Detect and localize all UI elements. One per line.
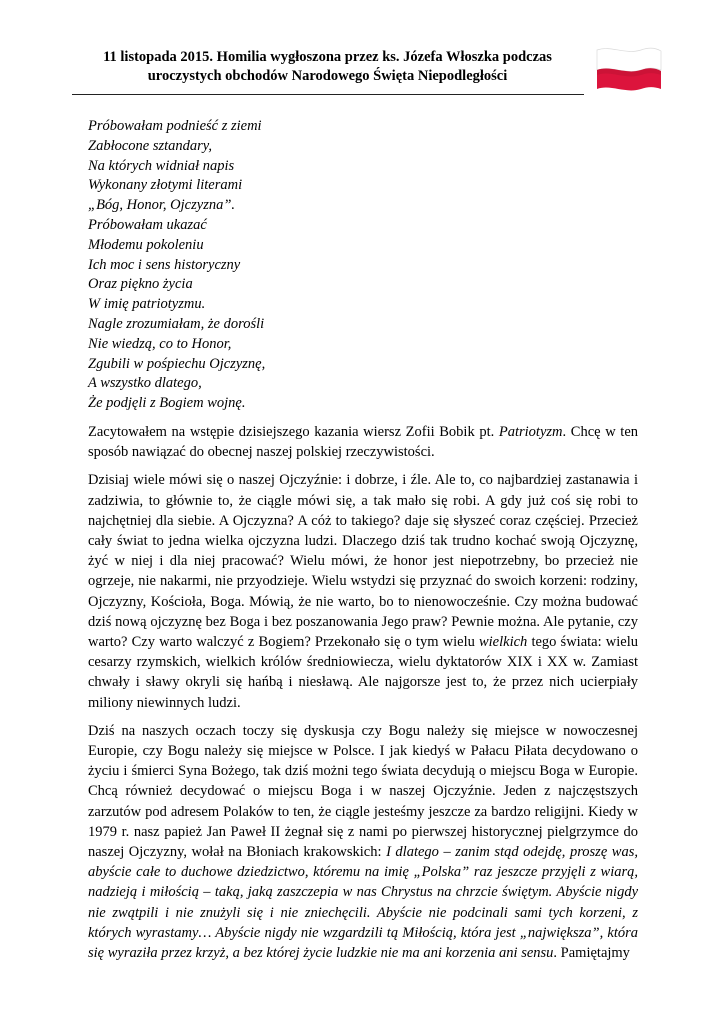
paragraph-text: tego świata: wielu cesarzy rzymskich, wielkich królów średniowiecza, wielu dyktatorów XIX i XX w. Zamiast chwały i sławy okryli się hańbą i niesławą. Ale najgorsze jest to, że przez nich ucierpiały miliony niewinnych ludzi. [88, 633, 638, 711]
header-title-line-2: uroczystych obchodów Narodowego Święta Niepodległości [147, 68, 508, 84]
poem-line: Nie wiedzą, co to Honor, [88, 335, 232, 352]
paragraph-intro [88, 422, 638, 462]
poem-line: „Bóg, Honor, Ojczyzna”. [88, 197, 236, 214]
poem-line: Zgubili w pośpiechu Ojczyznę, [88, 355, 266, 372]
header-title-line-1: 11 listopada 2015. Homilia wygłoszona przez ks. Józefa Włoszka podczas [103, 49, 552, 65]
poem-line: Próbowałam podnieść z ziemi [88, 118, 262, 134]
emphasis-text: wielkich [478, 633, 528, 650]
poem-line: Nagle zrozumiałam, że dorośli [88, 315, 265, 332]
paragraph-homeland [88, 470, 638, 712]
poem-line: Zabłocone sztandary, [88, 137, 213, 154]
poem-line: Że podjęli z Bogiem wojnę. [88, 395, 246, 412]
header-title [70, 48, 585, 86]
paragraph-text: Dzisiaj wiele mówi się o naszej Ojczyźnie: i dobrze, i źle. Ale to, co najbardziej zastanawia i zadziwia, to głównie to, że ciągle mówi się, a tak mało się robi. A gdy już coś się robi to najchętniej dla siebie. A Ojczyzna? A cóż to takiego? daje się słyszeć coraz częściej. Przecież cały świat to jedna wielka ojczyzna ludzi. Dlaczego dziś tak trudno kochać swoją Ojczyznę, żyć w niej i dla niej pracować? Wielu mówi, że honor jest niepotrzebny, bo przecież nie ogrzeje, nie nakarmi, nie przyodzieje. Wielu wstydzi się przyznać do swoich korzeni: rodziny, Ojczyzny, Kościoła, Boga. Mówią, że nie warto, bo to nienowocześnie. Czy można budować dziś nową ojczyznę bez Boga i bez poszanowania Jego praw? Pewnie można. Ale pytanie, czy warto? Czy warto walczyć z Bogiem? Przekonało się o tym wielu [88, 472, 638, 650]
poem-line: W imię patriotyzmu. [88, 296, 206, 313]
poem-line: Młodemu pokoleniu [88, 236, 204, 253]
poem-line: Ich moc i sens historyczny [88, 256, 241, 273]
poem-line: Wykonany złotymi literami [88, 177, 243, 194]
poem-title: Patriotyzm [498, 423, 563, 440]
homily-body [88, 117, 638, 971]
poem-line: Próbowałam ukazać [88, 216, 207, 233]
paragraph-text: Zacytowałem na wstępie dzisiejszego kazania wiersz Zofii Bobik pt. [88, 423, 499, 440]
paragraph-text: . Chcę w ten sposób nawiązać do obecnej naszej polskiej rzeczywistości. [88, 423, 639, 461]
header-divider [72, 94, 584, 95]
papal-quote: I dlatego – zanim stąd odejdę, proszę was, abyście całe to duchowe dziedzictwo, któremu na imię „Polska” raz jeszcze przyjęli z wiarą, nadzieją i miłością – taką, jaką zaszczepia w nas Chrystus na chrzcie świętym. Abyście nigdy nie zwątpili i nie znużyli się i nie zniechęcili. Abyście nie podcinali sami tych korzeni, z których wyrastamy… Abyście nigdy nie wzgardzili tą Miłością, która jest „największa”, która się wyraziła przez krzyż, a bez której życie ludzkie nie ma ani korzenia ani sensu [88, 844, 638, 962]
poem-line: Oraz piękno życia [88, 276, 193, 293]
poem [88, 117, 638, 414]
poem-line: A wszystko dlatego, [88, 375, 202, 392]
paragraph-europe [88, 721, 638, 963]
polish-flag-icon [591, 44, 665, 94]
paragraph-text: Dziś na naszych oczach toczy się dyskusja czy Bogu należy się miejsce w nowoczesnej Europie, czy Bogu należy się miejsce w Polsce. I jak kiedyś w Pałacu Piłata decydowano o życiu i śmierci Syna Bożego, tak dziś możni tego świata decydują o miejscu Boga w Europie. Chcą również decydować o miejscu Boga i w naszej Ojczyźnie. Jeden z najczęstszych zarzutów pod adresem Polaków to ten, że ciągle jesteśmy jeszcze za bardzo religijni. Kiedy w 1979 r. nasz papież Jan Paweł II żegnał się z nami po pierwszej historycznej pielgrzymce do naszej Ojczyzny, wołał na Błoniach krakowskich: [88, 722, 638, 861]
paragraph-text: . Pamiętajmy [553, 945, 630, 962]
poem-line: Na których widniał napis [88, 157, 235, 174]
document-header [70, 48, 585, 96]
